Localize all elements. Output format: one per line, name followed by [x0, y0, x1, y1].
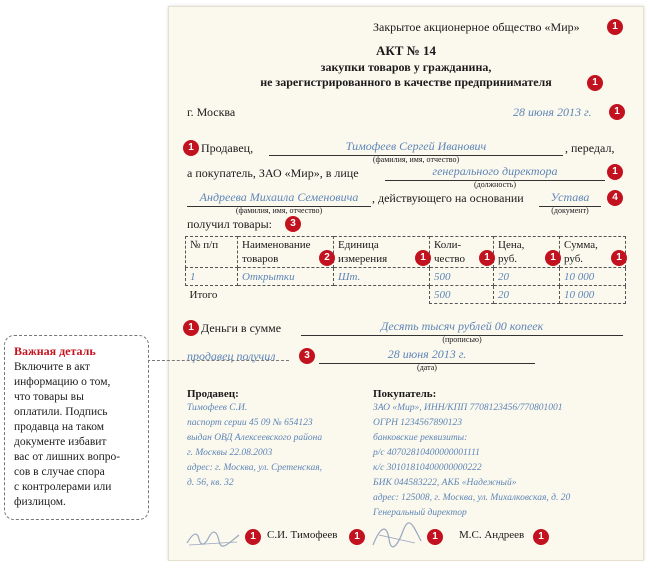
note-badge: 1	[609, 104, 625, 120]
header-cell	[430, 237, 494, 268]
header-cell	[494, 237, 560, 268]
act-document	[168, 6, 644, 561]
caption-date: (дата)	[417, 363, 437, 372]
callout-text: Включите в акт информацию о том, что товары вы оплатили. Подпись продавца на таком документе избавит вас от лишних вопро- сов в случае спора с контролерами или физлицом.	[14, 361, 121, 508]
company-header: Закрытое акционерное общество «Мир»	[373, 20, 580, 34]
buyer-prefix: а покупатель, ЗАО «Мир», в лице	[187, 166, 359, 180]
note-badge: 2	[319, 250, 335, 266]
note-badge: 1	[427, 529, 443, 545]
note-badge: 1	[349, 529, 365, 545]
header-line: товаров	[242, 253, 279, 265]
money-amount: Десять тысяч рублей 00 копеек	[380, 319, 544, 333]
caption-position: (должность)	[474, 180, 516, 189]
buyer-detail: к/с 30101810400000000222	[373, 463, 482, 473]
seller-detail: г. Москвы 22.08.2003	[187, 448, 273, 458]
buyer-detail: ОГРН 1234567890123	[373, 418, 463, 428]
important-detail-callout	[4, 335, 149, 520]
seller-name: Тимофеев Сергей Иванович	[345, 139, 487, 153]
total-cell: 20	[494, 286, 560, 304]
basis-document: Устава	[550, 190, 590, 204]
header-line: Сумма,	[564, 239, 598, 251]
document-title: АКТ № 14	[375, 43, 437, 58]
table-cell: 10 000	[560, 268, 626, 286]
header-cell	[186, 237, 238, 268]
table-total-row	[186, 286, 626, 304]
table-cell: 20	[494, 268, 560, 286]
caption-words: (прописью)	[442, 335, 482, 344]
document-subtitle-2: не зарегистрированного в качестве предпринимателя	[260, 75, 552, 89]
total-label: Итого	[189, 288, 218, 301]
table-header-row	[186, 237, 626, 268]
header-line: руб.	[564, 253, 584, 265]
seller-suffix: , передал,	[565, 141, 615, 155]
header-line: Единица	[338, 239, 379, 251]
table-cell: Открытки	[238, 268, 334, 286]
buyer-detail: банковские реквизиты:	[373, 433, 468, 443]
buyer-signature	[369, 521, 425, 551]
header-line: Наименование	[242, 239, 311, 251]
callout-leader-line	[147, 360, 289, 361]
money-label: Деньги в сумме	[201, 321, 282, 335]
buyer-position: генерального директора	[432, 164, 558, 178]
total-cell: 500	[430, 286, 494, 304]
caption-fio: (фамилия, имя, отчество)	[372, 155, 460, 164]
note-badge: 1	[183, 320, 199, 336]
caption-document: (документ)	[551, 206, 589, 215]
received-goods: получил товары:	[187, 217, 273, 231]
buyer-detail: ЗАО «Мир», ИНН/КПП 7708123456/770801001	[373, 403, 563, 413]
header-line: Коли-	[434, 239, 462, 251]
buyer-detail: адрес: 125008, г. Москва, ул. Михалковская, д. 20	[373, 493, 571, 503]
note-badge: 1	[183, 140, 199, 156]
buyer-detail: Генеральный директор	[373, 508, 467, 518]
seller-heading: Продавец:	[187, 388, 239, 400]
note-badge: 4	[607, 190, 623, 206]
goods-table	[185, 236, 626, 304]
callout-title: Важная деталь	[14, 344, 96, 358]
note-badge: 1	[545, 250, 561, 266]
note-badge: 1	[611, 250, 627, 266]
header-cell	[560, 237, 626, 268]
note-badge: 1	[415, 250, 431, 266]
header-line: Цена,	[498, 239, 525, 251]
buyer-detail: р/с 40702810400000001111	[373, 448, 480, 458]
header-line: руб.	[498, 253, 518, 265]
table-cell: 500	[430, 268, 494, 286]
note-badge: 3	[285, 216, 301, 232]
note-badge: 1	[245, 529, 261, 545]
director-name: Андреева Михаила Семеновича	[199, 190, 359, 204]
header-cell	[238, 237, 334, 268]
note-badge: 3	[299, 348, 315, 364]
header-line: № п/п	[190, 239, 219, 251]
seller-detail: Тимофеев С.И.	[187, 403, 248, 413]
table-cell: Шт.	[334, 268, 430, 286]
document-subtitle-1: закупки товаров у гражданина,	[320, 60, 492, 74]
received-date: 28 июня 2013 г.	[387, 347, 467, 361]
note-badge: 1	[607, 19, 623, 35]
seller-detail: д. 56, кв. 32	[187, 478, 234, 488]
act-date: 28 июня 2013 г.	[513, 105, 592, 119]
note-badge: 1	[533, 529, 549, 545]
received-by-seller: продавец получил	[187, 349, 276, 363]
header-line: чество	[434, 253, 465, 265]
seller-signature-name: С.И. Тимофеев	[267, 529, 338, 541]
table-cell: 1	[186, 268, 238, 286]
seller-label: Продавец,	[201, 141, 254, 155]
note-badge: 1	[587, 75, 603, 91]
header-cell	[334, 237, 430, 268]
buyer-heading: Покупатель:	[373, 388, 437, 400]
table-row	[186, 268, 626, 286]
caption-fio-2: (фамилия, имя, отчество)	[235, 206, 323, 215]
total-cell: 10 000	[560, 286, 626, 304]
city: г. Москва	[187, 105, 236, 119]
header-line: измерения	[338, 253, 388, 265]
buyer-detail: БИК 044583222, АКБ «Надежный»	[373, 478, 517, 488]
basis-text: , действующего на основании	[372, 191, 524, 205]
seller-detail: адрес: г. Москва, ул. Сретенская,	[187, 463, 323, 473]
seller-detail: паспорт серии 45 09 № 654123	[187, 418, 313, 428]
seller-signature	[183, 525, 243, 551]
note-badge: 1	[479, 250, 495, 266]
buyer-signature-name: М.С. Андреев	[459, 529, 525, 541]
note-badge: 1	[607, 164, 623, 180]
seller-detail: выдан ОВД Алексеевского района	[187, 433, 323, 443]
